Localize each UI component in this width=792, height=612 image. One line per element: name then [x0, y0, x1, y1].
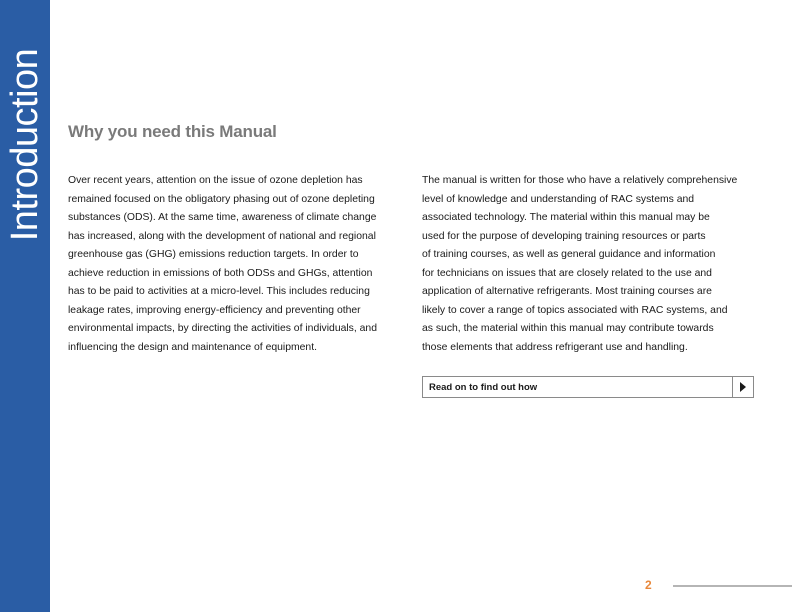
paragraph-line: remained focused on the obligatory phasing out of ozone depleting [68, 193, 375, 205]
paragraph-line: of training courses, as well as general guidance and information [422, 249, 716, 260]
paragraph-line: used for the purpose of developing training resources or parts [422, 230, 706, 242]
paragraph-line: leakage rates, improving energy-efficiency and preventing other [68, 304, 361, 316]
page-number: 2 [645, 578, 652, 592]
paragraph-line: Over recent years, attention on the issue of ozone depletion has [68, 175, 363, 186]
paragraph-line: for technicians on issues that are closely related to the use and [422, 267, 712, 279]
read-on-link[interactable] [422, 376, 754, 398]
play-arrow-icon [732, 377, 753, 397]
paragraph-line: likely to cover a range of topics associated with RAC systems, and [422, 304, 728, 316]
paragraph-line: as such, the material within this manual may contribute towards [422, 323, 714, 334]
paragraph-line: influencing the design and maintenance of equipment. [68, 341, 317, 353]
paragraph-line: associated technology. The material within this manual may be [422, 212, 710, 223]
paragraph-line: application of alternative refrigerants. Most training courses are [422, 286, 712, 297]
left-column-text [68, 172, 408, 357]
paragraph-line: greenhouse gas (GHG) emissions reduction targets. In order to [68, 249, 359, 260]
paragraph-line: The manual is written for those who have a relatively comprehensive [422, 175, 738, 186]
section-title-text: Introduction [4, 48, 46, 242]
sidebar-band [0, 0, 50, 612]
paragraph-line: level of knowledge and understanding of RAC systems and [422, 193, 695, 205]
paragraph-line: substances (ODS). At the same time, awareness of climate change [68, 212, 377, 223]
paragraph-line: has increased, along with the development of national and regional [68, 230, 376, 242]
footer-rule [673, 585, 792, 587]
paragraph-line: environmental impacts, by directing the activities of individuals, and [68, 323, 377, 334]
paragraph-line: achieve reduction in emissions of both ODSs and GHGs, attention [68, 267, 373, 279]
read-on-label: Read on to find out how [429, 381, 538, 393]
paragraph-line: has to be paid to activities at a micro-level. This includes reducing [68, 286, 370, 297]
paragraph-line: those elements that address refrigerant use and handling. [422, 341, 688, 353]
page-heading: Why you need this Manual [68, 122, 277, 141]
right-column-text [422, 172, 762, 357]
section-title [0, 0, 50, 250]
